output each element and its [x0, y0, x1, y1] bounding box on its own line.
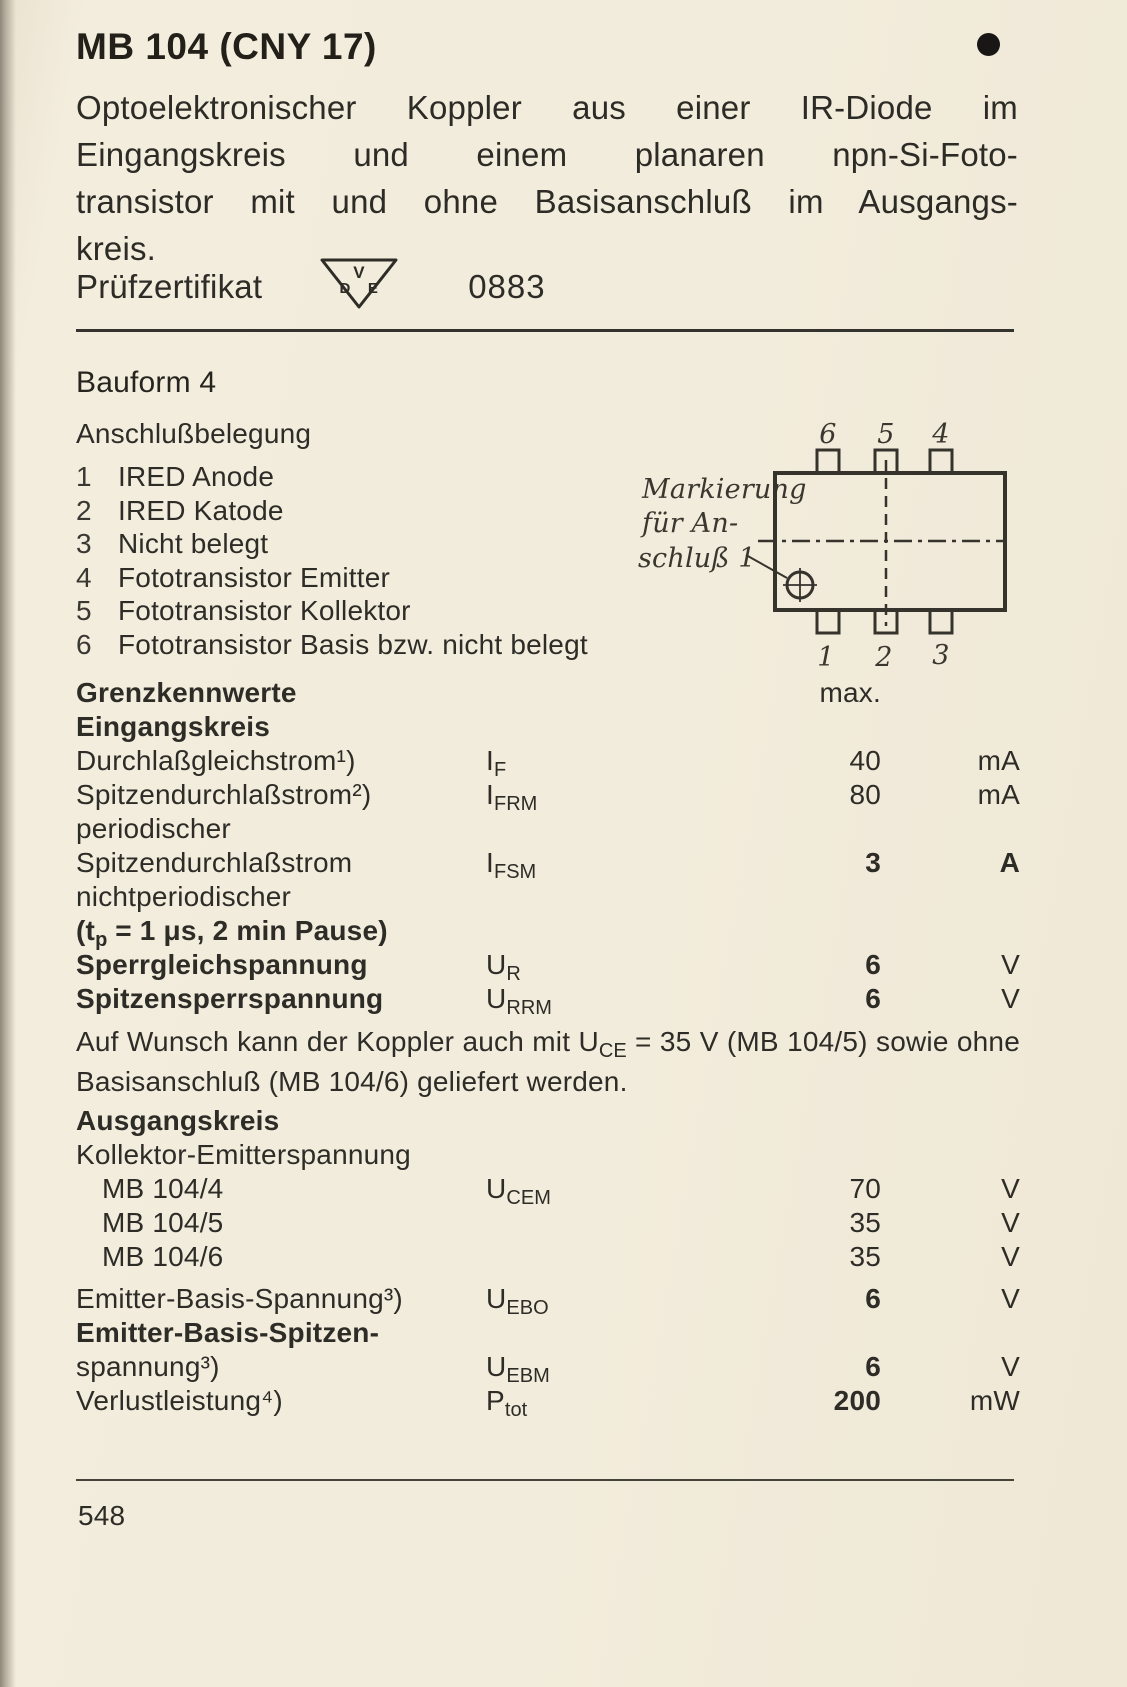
limits-table	[76, 676, 1020, 1421]
marking-note-line: für An-	[642, 508, 739, 539]
intro-paragraph	[76, 84, 1018, 272]
param-value: 35	[849, 1241, 881, 1272]
table-row	[76, 948, 1020, 985]
param-label: MB 104/4	[102, 1173, 224, 1204]
param-symbol: $I_{FRM}$	[486, 779, 538, 815]
param-value: 80	[849, 779, 881, 810]
page-number: 548	[78, 1500, 126, 1531]
param-unit: V	[1001, 1351, 1020, 1382]
table-row	[76, 744, 1020, 781]
param-value: 3	[865, 847, 881, 878]
param-label: Durchlaßgleichstrom¹)	[76, 745, 356, 776]
pin-number-top: 4	[932, 420, 950, 450]
param-symbol: $I_{FSM}$	[486, 847, 537, 883]
pin-list-item	[76, 494, 636, 528]
pin-number: 5	[76, 595, 92, 626]
output-group-label-row	[76, 1138, 1020, 1172]
certificate-row	[76, 254, 546, 320]
param-label: Spitzendurchlaßstrom²)	[76, 779, 372, 810]
table-row	[76, 982, 1020, 1019]
vde-logo-icon	[314, 254, 404, 320]
pin-list-item	[76, 594, 636, 628]
intro-line: kreis.	[76, 230, 157, 267]
param-unit: V	[1001, 983, 1020, 1014]
certificate-number: 0883	[468, 268, 546, 305]
horizontal-rule-bottom	[76, 1479, 1014, 1481]
output-section-heading: Ausgangskreis	[76, 1105, 280, 1136]
param-value: 35	[849, 1207, 881, 1238]
certificate-label: Prüfzertifikat	[76, 268, 263, 305]
param-value: 6	[865, 949, 881, 980]
pin-number: 3	[76, 528, 92, 559]
output-section-heading-row	[76, 1104, 1020, 1138]
bauform-heading: Bauform 4	[76, 366, 217, 399]
param-label: MB 104/6	[102, 1241, 224, 1272]
max-column-label: max.	[819, 677, 881, 708]
param-label: Spitzensperrspannung	[76, 983, 384, 1014]
pin-square	[817, 450, 839, 473]
pin-number: 1	[76, 461, 92, 492]
horizontal-rule-top	[76, 329, 1014, 332]
table-row	[76, 1384, 1020, 1421]
param-value: 70	[849, 1173, 881, 1204]
param-unit: V	[1001, 1173, 1020, 1204]
param-label-line2: nichtperiodischer	[76, 881, 292, 912]
pin-square	[930, 450, 952, 473]
marking-note-line: Markierung	[642, 474, 807, 505]
output-group-label: Kollektor-Emitterspannung	[76, 1139, 411, 1170]
limits-header-row	[76, 676, 1020, 710]
param-unit: mA	[977, 745, 1020, 776]
pin-number-bottom: 3	[932, 640, 950, 671]
param-condition: ($t_p = 1$ μs, 2 min Pause)	[76, 915, 388, 951]
param-label: Sperrgleichspannung	[76, 949, 368, 980]
pin-square	[930, 610, 952, 633]
param-unit: V	[1001, 1207, 1020, 1238]
pin-number-bottom: 2	[875, 642, 893, 673]
param-label-line2: periodischer	[76, 813, 231, 844]
page-title: MB 104 (CNY 17)	[76, 26, 377, 67]
pin-number-top: 5	[877, 420, 895, 450]
param-unit: mA	[977, 779, 1020, 810]
pin-number: 4	[76, 561, 92, 593]
table-row	[76, 1282, 1020, 1319]
param-unit: V	[1001, 1283, 1020, 1314]
marking-note-line: schluß 1	[638, 543, 756, 574]
param-unit: mW	[969, 1385, 1020, 1416]
param-value: 40	[849, 745, 881, 776]
intro-line: transistor mit und ohne Basisanschluß im Ausgangs-	[76, 183, 1018, 220]
pinout-subheading: Anschlußbelegung	[76, 418, 312, 449]
pin-label: IRED Katode	[118, 494, 284, 526]
input-section-heading-row	[76, 710, 1020, 744]
package-diagram	[628, 420, 1028, 680]
pin-label: Nicht belegt	[118, 528, 269, 559]
table-row	[76, 1240, 1020, 1274]
vde-letter-e: E	[368, 280, 379, 297]
param-label-line2: spannung³)	[76, 1351, 220, 1382]
table-row	[76, 1172, 1020, 1209]
param-unit: A	[999, 847, 1020, 878]
intro-line: Optoelektronischer Koppler aus einer IR-Diode im	[76, 89, 1018, 126]
page-marker-dot	[977, 33, 1000, 56]
param-label: Verlustleistung⁴)	[76, 1385, 283, 1416]
param-unit: V	[1001, 1241, 1020, 1272]
pin-list-item	[76, 527, 636, 561]
param-symbol: $U_{RRM}$	[486, 983, 552, 1019]
param-symbol: $U_{CEM}$	[486, 1173, 551, 1209]
param-value: 6	[865, 1283, 881, 1314]
limits-heading: Grenzkennwerte	[76, 677, 297, 708]
param-label: Emitter-Basis-Spannung³)	[76, 1283, 403, 1314]
table-row	[76, 846, 1020, 951]
param-symbol: $P_{tot}$	[486, 1385, 528, 1421]
vde-letter-v: V	[353, 263, 365, 282]
note-paragraph: Auf Wunsch kann der Koppler auch mit $U_{CE} = 35$ V (MB 104/5) sowie ohne Basisanschluß (MB 104/6) geliefert werden.	[76, 1026, 1020, 1097]
param-symbol: $I_F$	[486, 745, 507, 781]
param-unit: V	[1001, 949, 1020, 980]
param-label: Emitter-Basis-Spitzen-	[76, 1317, 380, 1348]
param-symbol: $U_{EBM}$	[486, 1351, 550, 1387]
pin-list	[76, 460, 636, 661]
pin-label: Fototransistor Basis bzw. nicht belegt	[118, 628, 588, 660]
param-symbol: $U_R$	[486, 949, 521, 985]
pin-number: 6	[76, 628, 92, 660]
param-label: Spitzendurchlaßstrom	[76, 847, 353, 878]
pin-label: Fototransistor Emitter	[118, 561, 391, 593]
param-symbol: $U_{EBO}$	[486, 1283, 549, 1319]
pin-list-item	[76, 460, 636, 494]
table-row	[76, 1206, 1020, 1240]
param-value: 200	[833, 1385, 881, 1416]
pin-number: 2	[76, 494, 92, 526]
table-row	[76, 778, 1020, 846]
table-row	[76, 1316, 1020, 1387]
pin-list-item	[76, 628, 636, 662]
param-value: 6	[865, 1351, 881, 1382]
pin-label: Fototransistor Kollektor	[118, 595, 411, 626]
param-label: MB 104/5	[102, 1207, 224, 1238]
vde-letter-d: D	[339, 280, 351, 297]
intro-line: Eingangskreis und einem planaren npn-Si-Foto-	[76, 136, 1018, 173]
pin-number-top: 6	[819, 420, 837, 450]
param-value: 6	[865, 983, 881, 1014]
scan-edge-shadow	[0, 0, 16, 1687]
pin-number-bottom: 1	[817, 642, 835, 673]
pin-label: IRED Anode	[118, 461, 275, 492]
pin-square	[817, 610, 839, 633]
pin-list-item	[76, 561, 636, 595]
input-section-heading: Eingangskreis	[76, 711, 271, 742]
